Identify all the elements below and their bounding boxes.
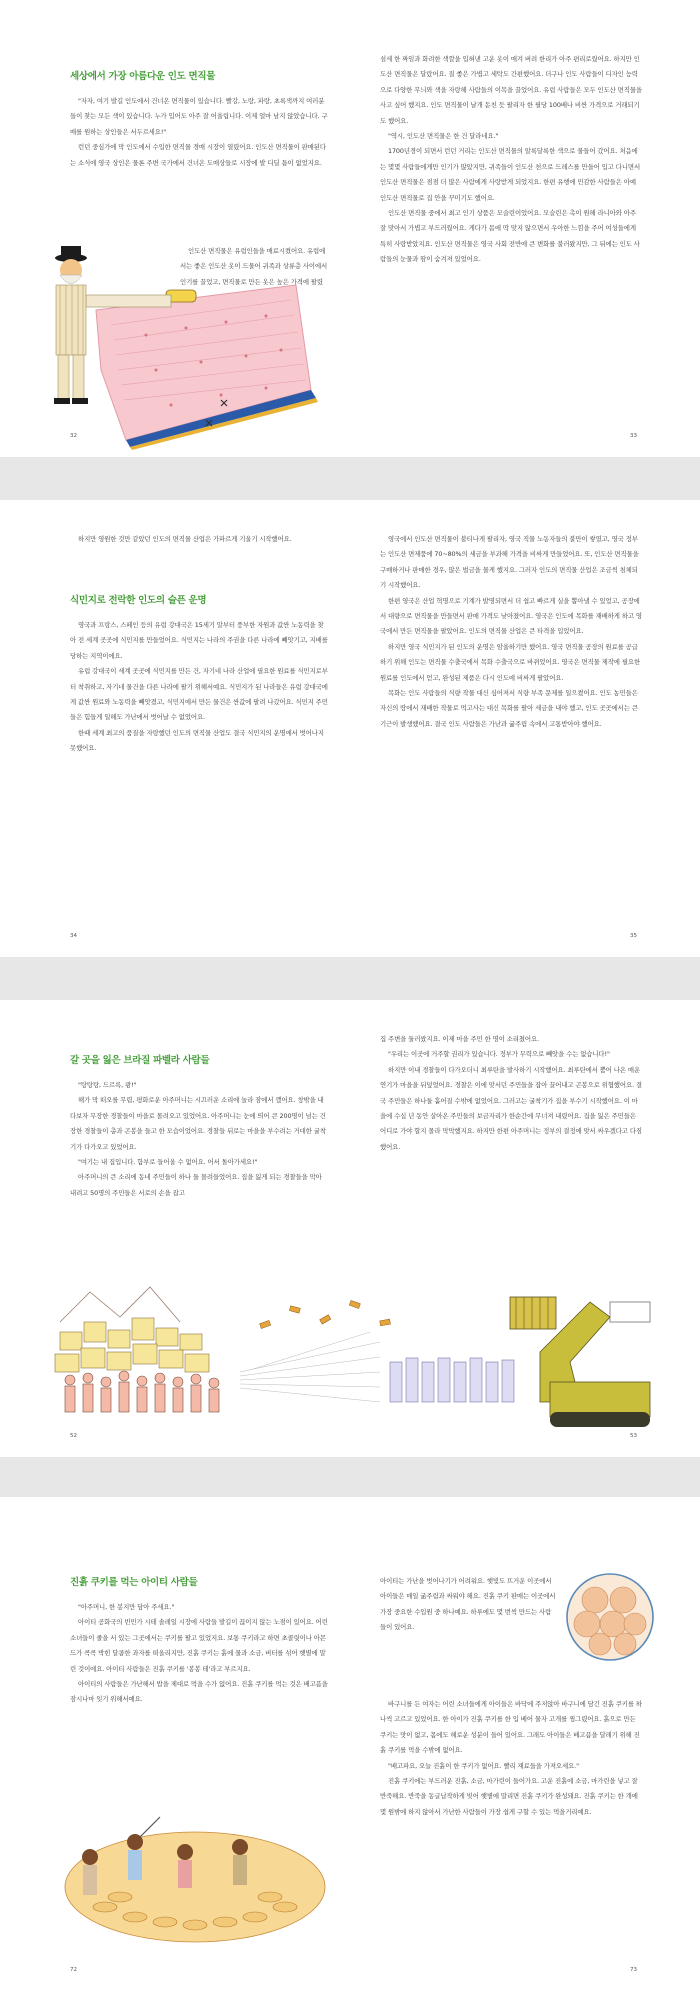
page-number: 34 xyxy=(70,933,77,939)
section-title: 식민지로 전락한 인도의 슬픈 운명 xyxy=(70,595,207,606)
spread-3 xyxy=(0,1000,700,1457)
page-number: 52 xyxy=(70,1433,77,1439)
section-title: 갈 곳을 잃은 브라질 파벨라 사람들 xyxy=(70,1055,210,1066)
paragraph: "탕탕탕, 드르륵, 쾅!" xyxy=(78,1081,137,1089)
paragraph: 아이티 공화국의 빈민가 시테 솔레일 시장에 사람들 발길이 끊이지 않는 노점이 있어요. 어린 소녀들이 줄을 서 있는 그곳에서는 쿠키를 팔고 있었지요. 보통 쿠키라고 하면 초콜릿이나 아몬드가 콕콕 박힌 달콤한 과자를 떠올리지만, 진흙 쿠키는 흙에 물과 소금, 버터를 섞어 햇볕에 말린 것이에요. 아이티 사람들은 진흙 쿠키를 '봉봉 테'라고 부르지요. xyxy=(70,1618,328,1673)
paragraph: 인도산 면직물 중에서 최고 인기 상품은 모슬린이었어요. 모슬린은 촉이 원해 라니아와 아주 잘 맞아서 가볍고 부드러웠어요. 게다가 몸에 딱 맞지 않으면서 우아한 느낌을 주어 여성들에게 특히 사랑받았지요. 인도산 면직물은 영국 사회 전반에 큰 변화를 불러왔지만, 그 뒤에는 인도 사람들의 눈물과 땀이 숨겨져 있었어요. xyxy=(380,209,640,264)
paragraph: 하지만 영원한 것만 같았던 인도의 면직물 산업은 가파르게 기울기 시작했어요. xyxy=(78,535,292,543)
section-title: 세상에서 가장 아름다운 인도 면직물 xyxy=(70,71,216,82)
paragraph: 아이티는 가난을 벗어나기가 어려워요. 햇빛도 뜨거운 이곳에서 아이들은 매일 굶주림과 싸워야 해요. 진흙 쿠키 판매는 이곳에서 가장 중요한 수입원 중 하나예요. 하루에도 몇 번씩 만드는 사람들이 있어요. xyxy=(380,1577,556,1632)
paragraph: 진흙 쿠키에는 부드러운 진흙, 소금, 마가린이 들어가요. 고운 진흙에 소금, 마가린을 넣고 잘 반죽해요. 반죽을 동글납작하게 빚어 햇볕에 말리면 진흙 쿠키가 완성돼요. 진흙 쿠키는 한 개에 몇 원밖에 하지 않아서 가난한 사람들이 가장 쉽게 구할 수 있는 먹을거리예요. xyxy=(380,1777,638,1816)
favela-demolition-illustration xyxy=(50,1262,660,1437)
paragraph: 아이티의 사람들은 가난해서 밥을 제대로 먹을 수가 없어요. 진흙 쿠키를 먹는 것은 배고픔을 잠시나마 잊기 위해서예요. xyxy=(70,1680,328,1704)
paragraph: 인도산 면직물은 유럽인들을 매료시켰어요. 유럽에서는 좋은 인도산 옷이 드물어 귀족과 상류층 사이에서 인기를 끌었고, 면직물로 만든 옷은 높은 가격에 팔렸 xyxy=(180,247,328,286)
cookies-plate-illustration xyxy=(565,1572,655,1662)
paragraph: "여기는 내 집입니다. 함부로 들어올 수 없어요. 어서 돌아가세요!" xyxy=(78,1158,258,1167)
body-text-right xyxy=(380,1032,642,1268)
paragraph: 하지만 이내 경찰들이 다가오더니 최루탄을 발사하기 시작했어요. 최루탄에서 뿜어 나온 매운 연기가 마을을 뒤덮었어요. 경찰은 이에 맞서던 주민들을 잡아 끌어내고 곤봉으로 위협했어요. 결국 주민들은 하나둘 흩어질 수밖에 없었어요. 그러고는 굴착기가 집을 부수기 시작했어요. 이 마을에 수십 년 동안 살아온 주민들의 보금자리가 한순간에 무너져 내렸어요. 집을 잃은 주민들은 어디로 가야 할지 몰라 막막했지요. 하지만 한편 아주머니는 정부의 결정에 맞서 싸우겠다고 다짐했어요. xyxy=(380,1065,642,1151)
paragraph: 아주머니의 큰 소리에 동네 주민들이 하나 둘 몰려들었어요. 집을 잃게 되는 경찰들을 막아 내려고 50명의 주민들은 서로의 손을 잡고 xyxy=(70,1173,322,1197)
paragraph: "우리는 이곳에 거주할 권리가 있습니다. 정부가 무력으로 빼앗을 수는 없습니다!" xyxy=(388,1050,610,1059)
page-number: 53 xyxy=(630,1433,637,1439)
spread-1 xyxy=(0,0,700,457)
page-number: 32 xyxy=(70,433,77,439)
body-text-right-narrow xyxy=(380,1574,556,1699)
paragraph: 섬세 한 짜임과 화려한 색깔을 입혀낸 고운 옷이 매겨 버려 한리가 아주 편리로웠어요. 하지만 인도산 면직물은 달랐어요. 질 좋은 가볍고 세탁도 간편했어요. 더구나 인도 사람들이 디자인 능력으로 다양한 무늬와 색을 자랑해 사람들의 이목을 끌었어요. 유럽 사람들은 모두 인도산 면직물을 사고 싶어 했지요. 인도 면직물이 날개 돋친 듯 팔리자 한 필당 100배나 비싼 가격으로 거래되기도 했어요. xyxy=(380,55,642,125)
body-text-left xyxy=(70,618,328,908)
paragraph: 유럽 강대국이 세계 곳곳에 식민지를 만든 건, 자기네 나라 산업에 필요한 원료를 식민지로부터 착취하고, 자기네 물건을 다른 나라에 팔기 위해서예요. 식민지가 된 나라들은 유럽 강대국에게 값싼 원료와 노동력을 빼앗겼고, 식민지에서 만든 물건은 싼값에 팔려 나갔어요. 식민지 주민들은 힘들게 일해도 가난에서 벗어날 수 없었어요. xyxy=(70,667,328,722)
paragraph: "역시, 인도산 면직물은 한 건 달라네요." xyxy=(388,132,499,141)
paragraph: 하지만 영국 식민지가 된 인도의 운명은 암울하기만 했어요. 영국 면직물 공장의 원료를 공급하기 위해 인도는 면직물 수출국에서 목화 수출국으로 바뀌었어요. 영국은 면직물 제작에 필요한 원료를 인도에서 얻고, 완성된 제품은 다시 인도에 비싸게 팔았어요. xyxy=(380,642,641,682)
body-text-right xyxy=(380,532,642,917)
paragraph: 집 주변을 둘러쌌지요. 이제 마을 주민 한 명이 소리쳤어요. xyxy=(380,1035,540,1043)
mud-cookie-workers-illustration xyxy=(45,1797,325,1947)
paragraph: 목화는 인도 사람들의 식량 작물 대신 심어져서 식량 부족 문제를 일으켰어요. 인도 농민들은 자신의 땅에서 재배한 작물로 먹고사는 대신 목화를 팔아 세금을 내야 했고, 인도 곳곳에서는 큰 기근이 발생했어요. 결국 인도 사람들은 가난과 굶주림 속에서 고통받아야 했어요. xyxy=(380,689,638,728)
paragraph: 런던 중심가에 막 인도에서 수입한 면직물 경매 시장이 열렸어요. 인도산 면직물이 판매된다는 소식에 영국 상인은 물론 주변 국가에서 건너온 도매상들로 시장에 발 디딜 틈이 없었지요. xyxy=(70,143,326,167)
paragraph: "아주머니, 한 봉지만 담아 주세요." xyxy=(78,1603,175,1611)
paragraph: "자자, 여기 발길 인도에서 건너온 면직물이 있습니다. 빨강, 노랑, 파랑, 초록색까지 여러분들이 찾는 모든 색이 있습니다. 누가 입어도 아주 잘 어울립니다. 이제 얼마 남지 않았습니다. 구매를 원하는 상인들은 서두르세요!" xyxy=(70,97,328,136)
section-title: 진흙 쿠키를 먹는 아이티 사람들 xyxy=(70,1577,198,1588)
paragraph: 바구니를 든 여자는 어린 소녀들에게 아이들은 바닥에 주저앉아 바구니에 담긴 진흙 쿠키를 하나씩 고르고 있었어요. 한 아이가 진흙 쿠키를 한 입 베어 물자 고개를 찡그렸어요. 흙으로 만든 쿠키는 맛이 없고, 몸에도 해로운 성분이 들어 있어요. 그래도 아이들은 배고픔을 달래기 위해 진흙 쿠키를 먹을 수밖에 없어요. xyxy=(380,1700,642,1755)
spread-4 xyxy=(0,1497,700,1993)
body-text-left xyxy=(70,1078,328,1268)
paragraph: 1700년경이 되면서 런던 거리는 인도산 면직물의 알록달록한 색으로 물들어 갔어요. 처음에는 몇몇 사람들에게만 인기가 많았지만, 귀족들이 인도산 천으로 드레스를 만들어 입고 다니면서 인도산 면직물은 점점 더 많은 사람에게 사랑받게 되었지요. 한편 유행에 민감한 사람들은 아예 인도산 면직물로 집 안을 꾸미기도 했어요. xyxy=(380,147,641,202)
page-number: 35 xyxy=(630,933,637,939)
paragraph: 한때 세계 최고의 품질을 자랑했던 인도의 면직물 산업도 결국 식민지의 운명에서 벗어나지 못했어요. xyxy=(70,728,324,753)
page-number: 72 xyxy=(70,1967,77,1973)
paragraph: 영국과 프랑스, 스페인 등의 유럽 강대국은 15세기 말부터 풍부한 자원과 값싼 노동력을 찾아 전 세계 곳곳에 식민지를 만들었어요. 식민지는 나라의 주권을 다른 나라에 빼앗기고, 지배를 당하는 지역이에요. xyxy=(70,621,328,660)
paragraph: 한편 영국은 산업 혁명으로 기계가 발명되면서 더 쉽고 빠르게 실을 뽑아낼 수 있었고, 공장에서 대량으로 면직물을 만들면서 판매 가격도 낮아졌어요. 영국은 인도에 목화를 재배하게 하고 영국에서 만든 면직물을 팔았어요. 인도의 면직물 산업은 큰 타격을 입었어요. xyxy=(380,596,642,636)
paragraph: "배고파요, 오늘 진흙이 한 쿠키가 없어요. 빨리 재료들을 가져오세요." xyxy=(388,1761,579,1770)
body-text-left xyxy=(70,1600,328,1800)
body-text-right xyxy=(380,1697,642,1969)
spread-2 xyxy=(0,500,700,957)
body-text-left xyxy=(70,94,328,244)
paragraph: 해가 막 떠오를 무렵, 평화로운 아주머니는 시끄러운 소리에 놀라 잠에서 깼어요. 창밖을 내다보자 무장한 경찰들이 마을로 몰려오고 있었어요. 아주머니는 눈에 띄어 큰 200명이 넘는 건장한 경찰들이 총과 곤봉을 들고 한 모습이었어요. 경찰들 뒤로는 마을을 부수려는 거대한 굴착기가 다가오고 있었어요. xyxy=(70,1096,326,1151)
body-text-right xyxy=(380,52,642,422)
page-number: 73 xyxy=(630,1967,637,1973)
merchant-fabric-illustration xyxy=(26,240,316,440)
page-number: 33 xyxy=(630,433,637,439)
paragraph: 영국에서 인도산 면직물이 불티나게 팔리자, 영국 직물 노동자들의 불만이 쌓였고, 영국 정부는 인도산 면제품에 70~80%의 세금을 부과해 가격을 비싸게 만들었어요. 또, 인도산 면직물을 구매하거나 판매한 경우, 많은 벌금을 물게 했지요. 그러자 인도의 면직물 산업은 조금씩 침체되기 시작했어요. xyxy=(380,535,639,590)
intro-text xyxy=(70,532,328,547)
